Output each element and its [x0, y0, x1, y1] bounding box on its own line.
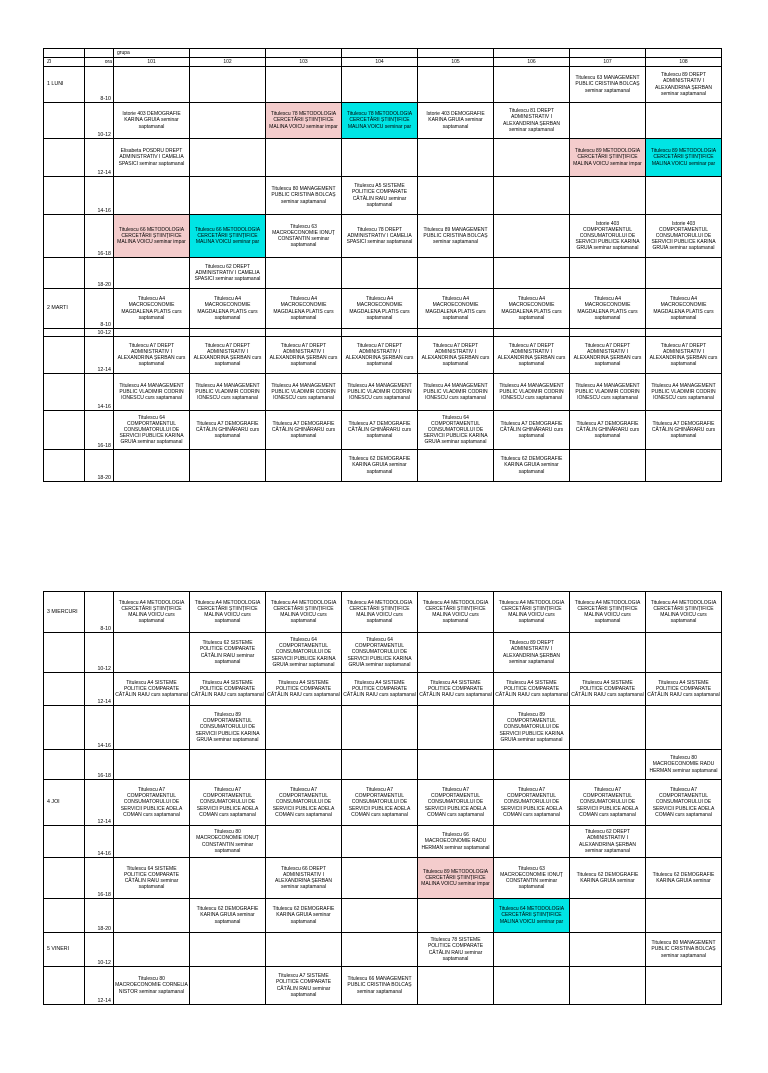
day-cell	[44, 139, 85, 177]
header-spacer	[44, 49, 85, 58]
timetable-row	[44, 177, 722, 215]
class-cell: Elisabeta POSDRU DREPT ADMINISTRATIV I CAMELIA SPASICI seminar saptamanal	[114, 139, 190, 177]
timetable-page-1	[0, 48, 768, 530]
class-cell: Titulescu A7 COMPORTAMENTUL CONSUMATORULUI DE SERVICII PUBLICE ADELA COMAN curs saptamanal	[190, 780, 266, 826]
class-cell: Titulescu 66 DREPT ADMINISTRATIV I ALEXANDRINA ȘERBAN seminar saptamanal	[266, 858, 342, 899]
class-cell: Istorie 403 DEMOGRAFIE KARINA GRUIA seminar saptamanal	[418, 103, 494, 139]
class-cell	[418, 67, 494, 103]
class-cell: Titulescu A7 DREPT ADMINISTRATIV I ALEXANDRINA ȘERBAN curs saptamanal	[646, 337, 722, 374]
day-cell: 5 VINERI	[44, 933, 85, 967]
day-cell	[44, 337, 85, 374]
day-cell: 4 JOI	[44, 780, 85, 826]
class-cell: Titulescu A7 COMPORTAMENTUL CONSUMATORULUI DE SERVICII PUBLICE ADELA COMAN curs saptamanal	[266, 780, 342, 826]
class-cell	[646, 329, 722, 337]
class-cell	[418, 450, 494, 482]
class-cell: Titulescu A4 SISTEME POLITICE COMPARATE CĂTĂLIN RAIU curs saptamanal	[342, 673, 418, 706]
class-cell: Titulescu 64 METODOLOGIA CERCETĂRII ȘTIINȚIFICE MALINA VOICU seminar par	[494, 899, 570, 933]
header-spacer	[190, 49, 266, 58]
class-cell: Titulescu A7 DEMOGRAFIE CĂTĂLIN GHINĂRARU curs saptamanal	[570, 411, 646, 450]
class-cell	[570, 633, 646, 673]
header-spacer	[418, 49, 494, 58]
class-cell: Titulescu A4 MANAGEMENT PUBLIC VLADIMIR CODRIN IONESCU curs saptamanal	[418, 374, 494, 411]
time-slot-cell: 10-12	[85, 329, 114, 337]
class-cell: Titulescu A7 DREPT ADMINISTRATIV I ALEXANDRINA ȘERBAN curs saptamanal	[114, 337, 190, 374]
class-cell: Titulescu 63 MACROECONOMIE IONUȚ CONSTANTIN seminar saptamanal	[266, 215, 342, 258]
class-cell: Titulescu 62 DEMOGRAFIE KARINA GRUIA seminar saptamanal	[342, 450, 418, 482]
day-cell	[44, 103, 85, 139]
class-cell	[114, 177, 190, 215]
day-cell	[44, 450, 85, 482]
class-cell: Titulescu A7 DREPT ADMINISTRATIV I ALEXANDRINA ȘERBAN curs saptamanal	[494, 337, 570, 374]
class-cell: Titulescu 80 MACROECONOMIE CORNELIA NISTOR seminar saptamanal	[114, 967, 190, 1005]
timetable-2	[43, 591, 722, 1005]
class-cell: Titulescu 62 DEMOGRAFIE KARINA GRUIA seminar saptamanal	[494, 450, 570, 482]
time-slot-cell: 8-10	[85, 289, 114, 329]
class-cell	[646, 258, 722, 289]
class-cell	[494, 933, 570, 967]
time-slot-cell: 8-10	[85, 592, 114, 633]
class-cell	[494, 258, 570, 289]
class-cell	[418, 139, 494, 177]
class-cell: Titulescu A4 MACROECONOMIE MAGDALENA PLATIS curs saptamanal	[114, 289, 190, 329]
class-cell	[646, 103, 722, 139]
class-cell	[342, 706, 418, 750]
class-cell	[342, 67, 418, 103]
class-cell	[114, 933, 190, 967]
class-cell: Titulescu A7 DREPT ADMINISTRATIV I ALEXANDRINA ȘERBAN curs saptamanal	[570, 337, 646, 374]
day-cell	[44, 177, 85, 215]
class-cell: Titulescu A4 MANAGEMENT PUBLIC VLADIMIR CODRIN IONESCU curs saptamanal	[114, 374, 190, 411]
header-spacer	[85, 49, 114, 58]
class-cell	[418, 899, 494, 933]
group-header: 108	[646, 58, 722, 67]
class-cell: Titulescu 66 METODOLOGIA CERCETĂRII ȘTIINȚIFICE MALINA VOICU seminar impar	[114, 215, 190, 258]
class-cell	[646, 450, 722, 482]
class-cell	[494, 215, 570, 258]
class-cell	[494, 67, 570, 103]
class-cell: Titulescu A7 COMPORTAMENTUL CONSUMATORULUI DE SERVICII PUBLICE ADELA COMAN curs saptamanal	[342, 780, 418, 826]
class-cell: Titulescu A4 MACROECONOMIE MAGDALENA PLATIS curs saptamanal	[494, 289, 570, 329]
class-cell	[190, 329, 266, 337]
class-cell	[646, 177, 722, 215]
time-slot-cell: 14-16	[85, 374, 114, 411]
class-cell: Titulescu A4 MANAGEMENT PUBLIC VLADIMIR CODRIN IONESCU curs saptamanal	[646, 374, 722, 411]
class-cell: Titulescu A4 METODOLOGIA CERCETĂRII ȘTIINȚIFICE MALINA VOICU curs saptamanal	[114, 592, 190, 633]
time-slot-cell: 14-16	[85, 177, 114, 215]
class-cell	[114, 706, 190, 750]
class-cell: Titulescu A5 SISTEME POLITICE COMPARATE CĂTĂLIN RAIU seminar saptamanal	[342, 177, 418, 215]
timetable-row	[44, 826, 722, 858]
class-cell	[342, 750, 418, 780]
day-cell	[44, 633, 85, 673]
class-cell: Titulescu 78 METODOLOGIA CERCETĂRII ȘTIINȚIFICE MALINA VOICU seminar impar	[266, 103, 342, 139]
class-cell	[190, 67, 266, 103]
header-group-row	[44, 49, 722, 58]
class-cell: Titulescu 62 DREPT ADMINISTRATIV I ALEXANDRINA ȘERBAN seminar saptamanal	[570, 826, 646, 858]
class-cell: Titulescu A4 SISTEME POLITICE COMPARATE CĂTĂLIN RAIU curs saptamanal	[646, 673, 722, 706]
class-cell	[646, 967, 722, 1005]
class-cell: Titulescu A4 MACROECONOMIE MAGDALENA PLATIS curs saptamanal	[342, 289, 418, 329]
class-cell	[418, 177, 494, 215]
timetable-row	[44, 450, 722, 482]
group-header: 101	[114, 58, 190, 67]
class-cell: Titulescu A7 COMPORTAMENTUL CONSUMATORULUI DE SERVICII PUBLICE ADELA COMAN curs saptamanal	[418, 780, 494, 826]
class-cell	[570, 750, 646, 780]
class-cell: Titulescu 66 MACROECONOMIE RADU HERMAN seminar saptamanal	[418, 826, 494, 858]
class-cell	[266, 258, 342, 289]
class-cell: Istorie 403 DEMOGRAFIE KARINA GRUIA seminar saptamanal	[114, 103, 190, 139]
class-cell: Istorie 403 COMPORTAMENTUL CONSUMATORULUI DE SERVICII PUBLICE KARINA GRUIA seminar saptamanal	[570, 215, 646, 258]
class-cell: Titulescu 78 SISTEME POLITICE COMPARATE CĂTĂLIN RAIU seminar saptamanal	[418, 933, 494, 967]
class-cell: Titulescu A7 COMPORTAMENTUL CONSUMATORULUI DE SERVICII PUBLICE ADELA COMAN curs saptamanal	[570, 780, 646, 826]
class-cell	[342, 826, 418, 858]
group-header: 106	[494, 58, 570, 67]
class-cell: Titulescu A4 MANAGEMENT PUBLIC VLADIMIR CODRIN IONESCU curs saptamanal	[342, 374, 418, 411]
class-cell	[646, 633, 722, 673]
header-spacer	[570, 49, 646, 58]
time-slot-cell: 12-14	[85, 780, 114, 826]
time-slot-cell: 8-10	[85, 67, 114, 103]
timetable-row	[44, 258, 722, 289]
class-cell: Titulescu A4 METODOLOGIA CERCETĂRII ȘTIINȚIFICE MALINA VOICU curs saptamanal	[418, 592, 494, 633]
time-slot-cell: 16-18	[85, 215, 114, 258]
timetable-row	[44, 411, 722, 450]
class-cell	[266, 933, 342, 967]
class-cell	[418, 329, 494, 337]
class-cell	[190, 967, 266, 1005]
day-cell	[44, 826, 85, 858]
class-cell: Titulescu 63 MANAGEMENT PUBLIC CRISTINA BOLCAȘ seminar saptamanal	[570, 67, 646, 103]
class-cell: Titulescu 64 SISTEME POLITICE COMPARATE CĂTĂLIN RAIU seminar saptamanal	[114, 858, 190, 899]
class-cell: Titulescu A4 METODOLOGIA CERCETĂRII ȘTIINȚIFICE MALINA VOICU curs saptamanal	[570, 592, 646, 633]
class-cell: Titulescu A4 MACROECONOMIE MAGDALENA PLATIS curs saptamanal	[570, 289, 646, 329]
day-cell	[44, 706, 85, 750]
class-cell: Titulescu 89 MANAGEMENT PUBLIC CRISTINA BOLCAȘ seminar saptamanal	[418, 215, 494, 258]
class-cell	[114, 329, 190, 337]
timetable-row	[44, 933, 722, 967]
class-cell	[266, 750, 342, 780]
timetable-row	[44, 633, 722, 673]
group-header: 107	[570, 58, 646, 67]
class-cell	[418, 633, 494, 673]
timetable-row	[44, 103, 722, 139]
class-cell	[646, 826, 722, 858]
group-label: grupa	[114, 49, 190, 58]
class-cell: Titulescu 80 MANAGEMENT PUBLIC CRISTINA BOLCAȘ seminar saptamanal	[266, 177, 342, 215]
time-slot-cell: 10-12	[85, 633, 114, 673]
class-cell	[114, 258, 190, 289]
class-cell: Titulescu A4 MANAGEMENT PUBLIC VLADIMIR CODRIN IONESCU curs saptamanal	[266, 374, 342, 411]
timetable-row	[44, 899, 722, 933]
timetable-row	[44, 215, 722, 258]
class-cell: Titulescu 89 COMPORTAMENTUL CONSUMATORULUI DE SERVICII PUBLICE KARINA GRUIA seminar saptamanal	[494, 706, 570, 750]
timetable-row	[44, 592, 722, 633]
class-cell	[190, 750, 266, 780]
class-cell: Titulescu 89 DREPT ADMINISTRATIV I ALEXANDRINA ȘERBAN seminar saptamanal	[646, 67, 722, 103]
class-cell	[266, 826, 342, 858]
time-slot-cell: 16-18	[85, 858, 114, 899]
class-cell	[266, 450, 342, 482]
class-cell	[418, 258, 494, 289]
timetable-row	[44, 329, 722, 337]
class-cell: Titulescu 81 DREPT ADMINISTRATIV I ALEXANDRINA ȘERBAN seminar saptamanal	[494, 103, 570, 139]
timetable-row	[44, 780, 722, 826]
class-cell	[570, 177, 646, 215]
class-cell	[190, 177, 266, 215]
class-cell: Titulescu A7 DREPT ADMINISTRATIV I ALEXANDRINA ȘERBAN curs saptamanal	[190, 337, 266, 374]
ora-header: ora	[85, 58, 114, 67]
day-cell: 2 MARTI	[44, 289, 85, 329]
class-cell	[342, 933, 418, 967]
time-slot-cell: 16-18	[85, 411, 114, 450]
class-cell: Titulescu 63 MACROECONOMIE IONUȚ CONSTANTIN seminar saptamanal	[494, 858, 570, 899]
class-cell: Titulescu 78 METODOLOGIA CERCETĂRII ȘTIINȚIFICE MALINA VOICU seminar par	[342, 103, 418, 139]
timetable-row	[44, 673, 722, 706]
day-cell	[44, 750, 85, 780]
time-slot-cell: 12-14	[85, 673, 114, 706]
class-cell: Titulescu A4 SISTEME POLITICE COMPARATE CĂTĂLIN RAIU curs saptamanal	[418, 673, 494, 706]
class-cell: Titulescu A7 DEMOGRAFIE CĂTĂLIN GHINĂRARU curs saptamanal	[646, 411, 722, 450]
time-slot-cell: 12-14	[85, 967, 114, 1005]
time-slot-cell: 18-20	[85, 258, 114, 289]
class-cell: Titulescu 62 DEMOGRAFIE KARINA GRUIA seminar saptamanal	[266, 899, 342, 933]
class-cell	[418, 750, 494, 780]
header-row	[44, 58, 722, 67]
timetable-row	[44, 289, 722, 329]
class-cell	[646, 899, 722, 933]
class-cell: Titulescu 64 COMPORTAMENTUL CONSUMATORULUI DE SERVICII PUBLICE KARINA GRUIA seminar saptamanal	[266, 633, 342, 673]
header-spacer	[646, 49, 722, 58]
day-cell	[44, 215, 85, 258]
time-slot-cell: 10-12	[85, 933, 114, 967]
class-cell: Titulescu A4 SISTEME POLITICE COMPARATE CĂTĂLIN RAIU curs saptamanal	[114, 673, 190, 706]
class-cell	[190, 103, 266, 139]
class-cell: Titulescu A4 SISTEME POLITICE COMPARATE CĂTĂLIN RAIU curs saptamanal	[190, 673, 266, 706]
class-cell	[266, 706, 342, 750]
day-cell	[44, 411, 85, 450]
timetable-row	[44, 139, 722, 177]
class-cell	[114, 450, 190, 482]
class-cell: Titulescu A7 COMPORTAMENTUL CONSUMATORULUI DE SERVICII PUBLICE ADELA COMAN curs saptamanal	[114, 780, 190, 826]
class-cell: Titulescu A4 SISTEME POLITICE COMPARATE CĂTĂLIN RAIU curs saptamanal	[570, 673, 646, 706]
class-cell	[190, 139, 266, 177]
class-cell: Titulescu 80 MANAGEMENT PUBLIC CRISTINA BOLCAȘ seminar saptamanal	[646, 933, 722, 967]
class-cell: Titulescu 80 MACROECONOMIE RADU HERMAN seminar saptamanal	[646, 750, 722, 780]
class-cell: Titulescu A4 MANAGEMENT PUBLIC VLADIMIR CODRIN IONESCU curs saptamanal	[494, 374, 570, 411]
class-cell	[570, 329, 646, 337]
class-cell: Titulescu A4 MACROECONOMIE MAGDALENA PLATIS curs saptamanal	[190, 289, 266, 329]
class-cell: Titulescu 89 COMPORTAMENTUL CONSUMATORULUI DE SERVICII PUBLICE KARINA GRUIA seminar saptamanal	[190, 706, 266, 750]
class-cell: Titulescu A7 DREPT ADMINISTRATIV I ALEXANDRINA ȘERBAN curs saptamanal	[342, 337, 418, 374]
time-slot-cell: 12-14	[85, 139, 114, 177]
class-cell	[418, 967, 494, 1005]
class-cell: Titulescu 66 MANAGEMENT PUBLIC CRISTINA BOLCAȘ seminar saptamanal	[342, 967, 418, 1005]
class-cell	[114, 899, 190, 933]
class-cell: Titulescu A4 SISTEME POLITICE COMPARATE CĂTĂLIN RAIU curs saptamanal	[494, 673, 570, 706]
class-cell	[570, 933, 646, 967]
class-cell: Titulescu A7 DEMOGRAFIE CĂTĂLIN GHINĂRARU curs saptamanal	[494, 411, 570, 450]
class-cell: Titulescu A7 DEMOGRAFIE CĂTĂLIN GHINĂRARU curs saptamanal	[266, 411, 342, 450]
time-slot-cell: 14-16	[85, 706, 114, 750]
day-cell	[44, 673, 85, 706]
class-cell: Titulescu A7 DEMOGRAFIE CĂTĂLIN GHINĂRARU curs saptamanal	[190, 411, 266, 450]
time-slot-cell: 10-12	[85, 103, 114, 139]
class-cell: Titulescu A4 SISTEME POLITICE COMPARATE CĂTĂLIN RAIU curs saptamanal	[266, 673, 342, 706]
class-cell: Titulescu A7 COMPORTAMENTUL CONSUMATORULUI DE SERVICII PUBLICE ADELA COMAN curs saptamanal	[494, 780, 570, 826]
class-cell: Titulescu 78 DREPT ADMINISTRATIV I CAMELIA SPASICI seminar saptamanal	[342, 215, 418, 258]
day-cell	[44, 967, 85, 1005]
class-cell	[570, 706, 646, 750]
class-cell: Titulescu A4 MANAGEMENT PUBLIC VLADIMIR CODRIN IONESCU curs saptamanal	[190, 374, 266, 411]
class-cell	[570, 899, 646, 933]
class-cell	[342, 899, 418, 933]
timetable-row	[44, 706, 722, 750]
timetable-row	[44, 750, 722, 780]
class-cell: Titulescu A4 METODOLOGIA CERCETĂRII ȘTIINȚIFICE MALINA VOICU curs saptamanal	[266, 592, 342, 633]
class-cell	[570, 967, 646, 1005]
class-cell	[114, 826, 190, 858]
class-cell: Titulescu A4 MACROECONOMIE MAGDALENA PLATIS curs saptamanal	[266, 289, 342, 329]
class-cell	[342, 258, 418, 289]
time-slot-cell: 14-16	[85, 826, 114, 858]
class-cell: Titulescu A7 SISTEME POLITICE COMPARATE CĂTĂLIN RAIU seminar saptamanal	[266, 967, 342, 1005]
group-header: 104	[342, 58, 418, 67]
class-cell	[418, 706, 494, 750]
time-slot-cell: 12-14	[85, 337, 114, 374]
class-cell: Titulescu A4 METODOLOGIA CERCETĂRII ȘTIINȚIFICE MALINA VOICU curs saptamanal	[190, 592, 266, 633]
class-cell: Titulescu A7 DREPT ADMINISTRATIV I ALEXANDRINA ȘERBAN curs saptamanal	[418, 337, 494, 374]
class-cell: Titulescu 80 MACROECONOMIE IONUȚ CONSTANTIN seminar saptamanal	[190, 826, 266, 858]
class-cell	[646, 706, 722, 750]
day-cell	[44, 258, 85, 289]
day-cell	[44, 858, 85, 899]
class-cell: Titulescu A4 MACROECONOMIE MAGDALENA PLATIS curs saptamanal	[418, 289, 494, 329]
timetable-row	[44, 67, 722, 103]
group-header: 105	[418, 58, 494, 67]
class-cell	[190, 858, 266, 899]
class-cell	[266, 67, 342, 103]
time-slot-cell: 16-18	[85, 750, 114, 780]
class-cell: Titulescu 62 DEMOGRAFIE KARINA GRUIA seminar	[570, 858, 646, 899]
timetable-row	[44, 337, 722, 374]
group-header: 102	[190, 58, 266, 67]
class-cell	[266, 139, 342, 177]
class-cell: Titulescu 62 DEMOGRAFIE KARINA GRUIA seminar	[646, 858, 722, 899]
class-cell	[114, 633, 190, 673]
class-cell: Titulescu 89 METODOLOGIA CERCETĂRII ȘTIINȚIFICE MALINA VOICU seminar impar	[418, 858, 494, 899]
day-cell	[44, 329, 85, 337]
class-cell	[570, 103, 646, 139]
header-spacer	[494, 49, 570, 58]
class-cell	[494, 139, 570, 177]
class-cell	[494, 826, 570, 858]
class-cell	[342, 858, 418, 899]
class-cell: Titulescu A7 DREPT ADMINISTRATIV I ALEXANDRINA ȘERBAN curs saptamanal	[266, 337, 342, 374]
day-cell	[44, 374, 85, 411]
day-cell	[44, 899, 85, 933]
class-cell	[494, 329, 570, 337]
class-cell	[494, 177, 570, 215]
header-spacer	[342, 49, 418, 58]
class-cell	[494, 967, 570, 1005]
class-cell	[190, 450, 266, 482]
class-cell	[190, 933, 266, 967]
class-cell	[266, 329, 342, 337]
class-cell: Titulescu 64 COMPORTAMENTUL CONSUMATORULUI DE SERVICII PUBLICE KARINA GRUIA seminar saptamanal	[418, 411, 494, 450]
timetable-page-2	[0, 591, 768, 1073]
class-cell: Titulescu A7 COMPORTAMENTUL CONSUMATORULUI DE SERVICII PUBLICE ADELA COMAN curs saptamanal	[646, 780, 722, 826]
day-cell: 3 MIERCURI	[44, 592, 85, 633]
class-cell: Titulescu 64 COMPORTAMENTUL CONSUMATORULUI DE SERVICII PUBLICE KARINA GRUIA seminar saptamanal	[342, 633, 418, 673]
class-cell: Titulescu 62 SISTEME POLITICE COMPARATE CĂTĂLIN RAIU seminar saptamanal	[190, 633, 266, 673]
class-cell	[114, 67, 190, 103]
class-cell: Titulescu 89 METODOLOGIA CERCETĂRII ȘTIINȚIFICE MALINA VOICU seminar par	[646, 139, 722, 177]
time-slot-cell: 18-20	[85, 450, 114, 482]
timetable-row	[44, 858, 722, 899]
class-cell: Titulescu 89 METODOLOGIA CERCETĂRII ȘTIINȚIFICE MALINA VOICU seminar impar	[570, 139, 646, 177]
zi-header: ZI	[44, 58, 85, 67]
class-cell	[342, 139, 418, 177]
class-cell: Titulescu 62 DEMOGRAFIE KARINA GRUIA seminar saptamanal	[190, 899, 266, 933]
class-cell: Titulescu A4 METODOLOGIA CERCETĂRII ȘTIINȚIFICE MALINA VOICU curs saptamanal	[494, 592, 570, 633]
class-cell	[342, 329, 418, 337]
class-cell: Titulescu A7 DEMOGRAFIE CĂTĂLIN GHINĂRARU curs saptamanal	[342, 411, 418, 450]
class-cell: Titulescu A4 METODOLOGIA CERCETĂRII ȘTIINȚIFICE MALINA VOICU curs saptamanal	[342, 592, 418, 633]
timetable-1	[43, 48, 722, 482]
class-cell	[570, 258, 646, 289]
class-cell: Titulescu 62 DREPT ADMINISTRATIV I CAMELIA SPASICI seminar saptamanal	[190, 258, 266, 289]
header-spacer	[266, 49, 342, 58]
class-cell	[494, 750, 570, 780]
class-cell: Titulescu 89 DREPT ADMINISTRATIV I ALEXANDRINA ȘERBAN seminar saptamanal	[494, 633, 570, 673]
class-cell: Titulescu A4 MACROECONOMIE MAGDALENA PLATIS curs saptamanal	[646, 289, 722, 329]
class-cell	[570, 450, 646, 482]
class-cell: Istorie 403 COMPORTAMENTUL CONSUMATORULUI DE SERVICII PUBLICE KARINA GRUIA seminar saptamanal	[646, 215, 722, 258]
class-cell: Titulescu A4 MANAGEMENT PUBLIC VLADIMIR CODRIN IONESCU curs saptamanal	[570, 374, 646, 411]
day-cell: 1 LUNI	[44, 67, 85, 103]
group-header: 103	[266, 58, 342, 67]
class-cell: Titulescu A4 METODOLOGIA CERCETĂRII ȘTIINȚIFICE MALINA VOICU curs saptamanal	[646, 592, 722, 633]
class-cell	[114, 750, 190, 780]
class-cell: Titulescu 64 COMPORTAMENTUL CONSUMATORULUI DE SERVICII PUBLICE KARINA GRUIA seminar saptamanal	[114, 411, 190, 450]
class-cell: Titulescu 66 METODOLOGIA CERCETĂRII ȘTIINȚIFICE MALINA VOICU seminar par	[190, 215, 266, 258]
time-slot-cell: 18-20	[85, 899, 114, 933]
timetable-row	[44, 967, 722, 1005]
timetable-row	[44, 374, 722, 411]
